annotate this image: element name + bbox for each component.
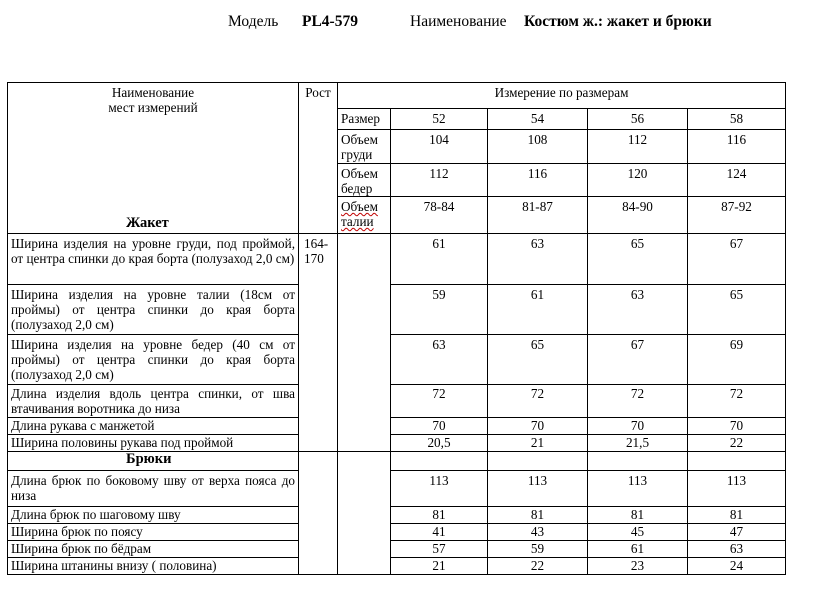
section-title-jacket: Жакет [126,215,169,231]
measurement-value: 81 [488,507,588,524]
measurement-places-header-line1: Наименование [111,85,195,100]
measurement-value: 21 [488,435,588,452]
measurement-value: 113 [688,471,786,507]
empty-cell [688,452,786,471]
measurement-name: Ширина брюк по поясу [8,524,299,541]
measurement-value: 67 [588,335,688,385]
measurement-value: 70 [588,418,688,435]
size-value: 120 [588,164,688,197]
empty-cell [391,452,488,471]
measurement-places-header [8,83,299,234]
measurement-value: 22 [688,435,786,452]
size-value: 124 [688,164,786,197]
measurement-value: 113 [488,471,588,507]
measurement-value: 72 [588,385,688,418]
measurement-name: Ширина половины рукава под проймой [8,435,299,452]
measurement-name: Ширина штанины внизу ( половина) [8,558,299,575]
measurement-value: 72 [488,385,588,418]
measurement-value: 70 [488,418,588,435]
size-value: 87-92 [688,197,786,234]
measurement-value: 24 [688,558,786,575]
document-title [0,13,839,35]
table-row [8,418,786,435]
measurement-value: 43 [488,524,588,541]
measurement-value: 22 [488,558,588,575]
measurement-value: 57 [391,541,488,558]
measurement-value: 65 [488,335,588,385]
model-value: PL4-579 [302,13,358,30]
empty-cell [588,452,688,471]
size-value: 81-87 [488,197,588,234]
measurement-value: 61 [588,541,688,558]
size-value: 78-84 [391,197,488,234]
measurement-places-header-line2: мест измерений [108,100,198,115]
size-param-label: Объем груди [338,130,391,164]
size-value: 116 [488,164,588,197]
size-value: 52 [391,109,488,130]
measurement-value: 21,5 [588,435,688,452]
measurement-value: 41 [391,524,488,541]
model-label: Модель [228,13,279,30]
measurement-name: Ширина изделия на уровне талии (18см от проймы) от центра спинки до края борта (полузаход 2,0 см) [8,285,299,335]
table-row [8,524,786,541]
measurement-value: 81 [688,507,786,524]
measurement-value: 72 [688,385,786,418]
measurement-name: Длина изделия вдоль центра спинки, от шва втачивания воротника до низа [8,385,299,418]
size-value: 112 [588,130,688,164]
table-row [8,285,786,335]
measurement-value: 65 [688,285,786,335]
size-value: 54 [488,109,588,130]
height-value: 164- 170 [299,234,338,452]
table-row [8,335,786,385]
size-value: 112 [391,164,488,197]
measurement-name: Длина брюк по боковому шву от верха пояса до низа [8,471,299,507]
measurement-name: Ширина изделия на уровне груди, под проймой, от центра спинки до края борта (полузаход 2,0 см) [8,234,299,285]
measurement-value: 113 [588,471,688,507]
measurement-value: 72 [391,385,488,418]
empty-cell [338,234,391,452]
measurement-name: Ширина изделия на уровне бедер (40 см от проймы) от центра спинки до края борта (полузаход 2,0 см) [8,335,299,385]
measurement-value: 81 [588,507,688,524]
measurement-value: 59 [391,285,488,335]
measurement-value: 63 [688,541,786,558]
measurement-value: 45 [588,524,688,541]
size-value: 84-90 [588,197,688,234]
measurement-table [7,82,786,575]
empty-cell [299,452,338,575]
height-header: Рост [299,83,338,234]
measurement-value: 61 [391,234,488,285]
table-row [8,541,786,558]
measurement-name: Длина рукава с манжетой [8,418,299,435]
measurement-value: 21 [391,558,488,575]
measurement-value: 47 [688,524,786,541]
measurement-value: 70 [391,418,488,435]
measurement-value: 69 [688,335,786,385]
table-row [8,471,786,507]
measurement-value: 20,5 [391,435,488,452]
product-name-value: Костюм ж.: жакет и брюки [524,13,712,30]
table-row [8,558,786,575]
measurement-value: 63 [488,234,588,285]
measurement-value: 23 [588,558,688,575]
section-title-trousers: Брюки [8,452,299,471]
table-row [8,234,786,285]
size-value: 58 [688,109,786,130]
size-param-label: Объем талии [338,197,391,234]
measurement-value: 65 [588,234,688,285]
measurement-name: Ширина брюк по бёдрам [8,541,299,558]
product-name-label: Наименование [410,13,507,30]
size-param-label: Размер [338,109,391,130]
measurement-value: 63 [391,335,488,385]
measurement-value: 63 [588,285,688,335]
measurement-value: 70 [688,418,786,435]
sizes-header: Измерение по размерам [338,83,786,109]
section-row-trousers [8,452,786,471]
measurement-name: Длина брюк по шаговому шву [8,507,299,524]
measurement-value: 113 [391,471,488,507]
size-value: 108 [488,130,588,164]
size-value: 116 [688,130,786,164]
measurement-value: 61 [488,285,588,335]
size-param-label: Объем бедер [338,164,391,197]
empty-cell [488,452,588,471]
measurement-value: 67 [688,234,786,285]
size-value: 104 [391,130,488,164]
header-row [8,83,786,109]
measurement-value: 81 [391,507,488,524]
table-row [8,385,786,418]
size-value: 56 [588,109,688,130]
table-row [8,507,786,524]
measurement-value: 59 [488,541,588,558]
table-row [8,435,786,452]
empty-cell [338,452,391,575]
